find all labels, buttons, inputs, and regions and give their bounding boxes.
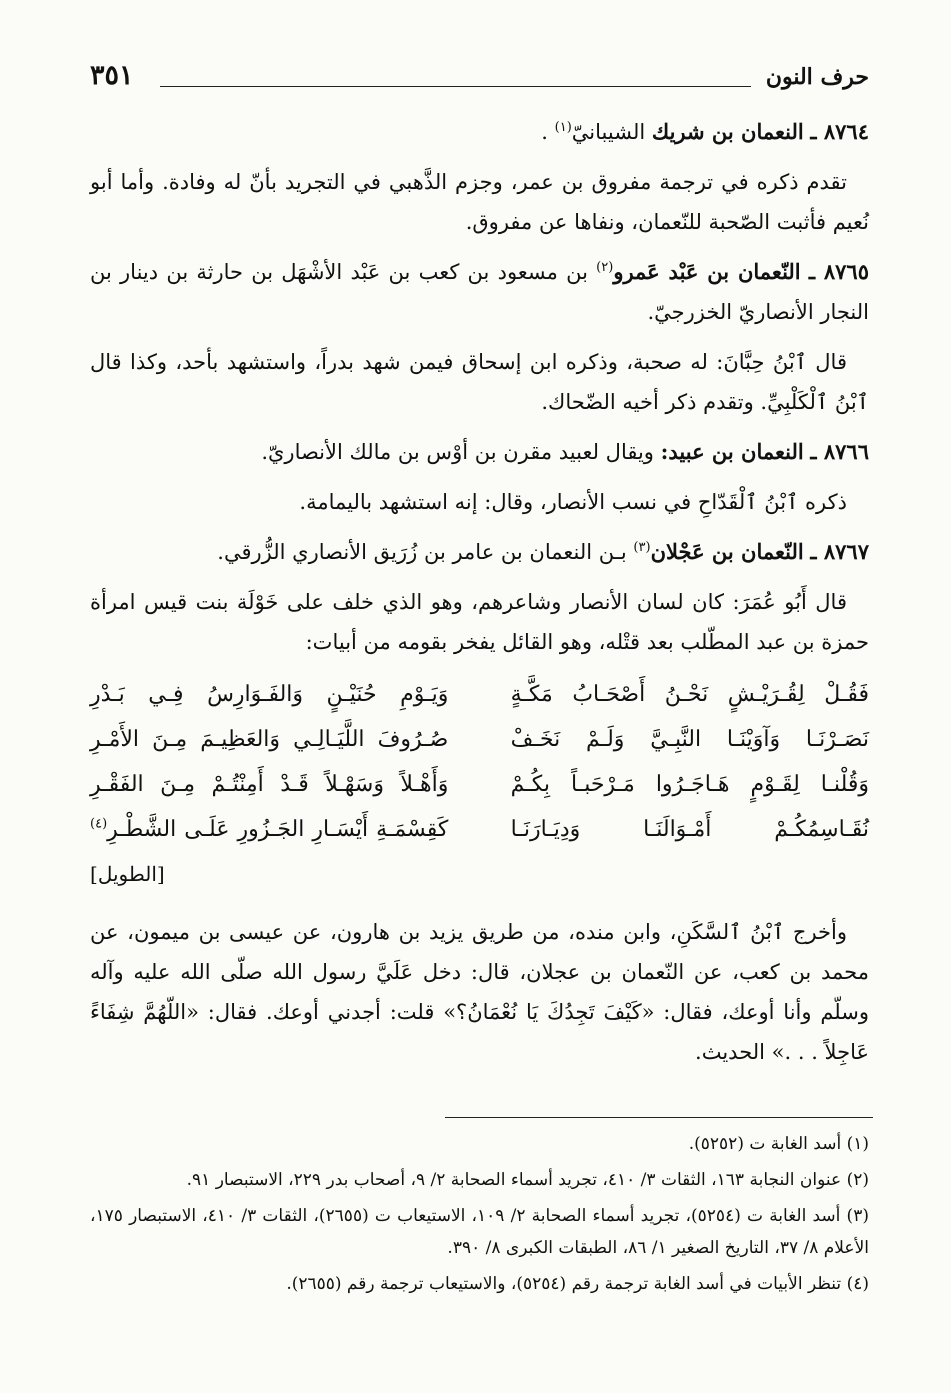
entry-8765 xyxy=(90,252,869,332)
poem-meter: [الطويل] xyxy=(90,862,165,886)
entry-name: النعمان بن عبيد: xyxy=(660,439,804,464)
section-title: حرف النون xyxy=(765,64,869,90)
entry-name: النّعمان بن عَبْد عَمرو xyxy=(613,259,801,284)
main-text xyxy=(90,112,869,1082)
paragraph: ذكره ٱبْنُ ٱلْقَدّاحِ في نسب الأنصار، وقال: إنه استشهد باليمامة. xyxy=(299,490,847,514)
entry-lineage: بن مسعود بن كعب بن عَبْد الأشْهَل بن حارثة بن دينار بن النجار الأنصاريّ الخزرجيّ. xyxy=(90,260,869,324)
verse-second-hemistich: وَأَهْـلاً وَسَهْـلاً قَـدْ أَمِنْتُـمْ مِـنَ الفَقْـرِ xyxy=(90,772,449,797)
entry-number: ٨٧٦٦ ـ xyxy=(810,439,869,464)
verse-first-hemistich: فَقُـلْ لِقُـرَيْـشٍ نَحْـنُ أَصْحَـابُ مَكَّـةٍ xyxy=(510,682,869,707)
paragraph: وأخرج ٱبْنُ ٱلسَّكَنِ، وابن منده، من طريق يزيد بن هارون، عن عيسى بن ميمون، عن محمد بن كعب، عن النّعمان بن عجلان، قال: دخل عَلَيَّ رسول الله صلّى الله عليه وآله وسلّم وأنا أوعك، فقال: «كَيْفَ تَجِدُكَ يَا نُعْمَانُ؟» قلت: أجدني أوعك. فقال: «اللّهُمَّ شِفَاءً عَاجِلاً . . .» الحديث. xyxy=(90,920,869,1064)
verse-first-hemistich: نَصَـرْنَـا وَآوَيْنَـا النَّبِـيَّ وَلَـمْ نَخَـفْ xyxy=(510,727,869,752)
verse-second-hemistich: صُـرُوفَ اللَّيَـالِـي وَالعَظِيـمَ مِـنَ الأَمْـرِ xyxy=(90,727,449,752)
verse-second-hemistich: وَيَـوْمِ حُنَيْـنٍ وَالفَـوَارِسُ فِـي بَـدْرِ xyxy=(90,682,449,707)
poem-verse xyxy=(90,717,869,762)
entry-lineage: ويقال لعبيد مقرن بن أوْس بن مالك الأنصاريّ. xyxy=(261,440,661,464)
footnote: (٤) تنظر الأبيات في أسد الغابة ترجمة رقم (٥٢٥٤)، والاستيعاب ترجمة رقم (٢٦٥٥). xyxy=(286,1274,869,1294)
verse-first-hemistich: وَقُلْنـا لِقَـوْمٍ هَـاجَـرُوا مَـرْحَبـاً بِكُـمْ xyxy=(510,772,869,797)
entry-number: ٨٧٦٤ ـ xyxy=(810,119,869,144)
footnote: (٣) أسد الغابة ت (٥٢٥٤)، تجريد أسماء الصحابة ٢/ ١٠٩، الاستيعاب ت (٢٦٥٥)، الثقات ٣/ ٤١٠، الاستبصار ١٧٥، الأعلام ٨/ ٣٧، التاريخ الصغير ١/ ٨٦، الطبقات الكبرى ٨/ ٣٩٠. xyxy=(90,1206,869,1258)
entry-lineage: بـن النعمان بن عامر بن زُرَيق الأنصاري الزُّرقي. xyxy=(217,540,634,564)
verse-second-hemistich xyxy=(90,807,448,852)
entry-name: النّعمان بن عَجْلان xyxy=(650,539,804,564)
footnotes xyxy=(90,1128,869,1304)
footnote-ref[interactable]: (٢) xyxy=(596,260,614,275)
page-number: ٣٥١ xyxy=(90,60,134,91)
header-rule xyxy=(160,86,751,87)
entry-nisba: الشيبانيّ xyxy=(571,120,646,144)
verse-first-hemistich: نُقَـاسِمُكُـمْ أَمْـوَالَنَـا وَدِيَـارَنَـا xyxy=(510,817,869,842)
footnote-ref[interactable]: (٤) xyxy=(90,816,108,832)
running-header xyxy=(90,60,869,104)
entry-end: . xyxy=(541,120,548,144)
entry-name: النعمان بن شريك xyxy=(651,119,804,144)
hemistich-text: كَقِسْمَـةِ أَيْسَـارِ الجَـزُورِ عَلَـى الشَّطْـرِ xyxy=(107,817,449,842)
footnote-rule xyxy=(445,1117,873,1118)
poem xyxy=(90,672,869,912)
entry-number: ٨٧٦٧ ـ xyxy=(810,539,869,564)
entry-number: ٨٧٦٥ ـ xyxy=(808,259,869,284)
footnote-ref[interactable]: (٣) xyxy=(633,540,651,555)
poem-verse xyxy=(90,762,869,807)
footnote: (٢) عنوان النجابة ١٦٣، الثقات ٣/ ٤١٠، تجريد أسماء الصحابة ٢/ ٩، أصحاب بدر ٢٢٩، الاستبصار ٩١. xyxy=(186,1170,869,1190)
paragraph: قال أَبُو عُمَرَ: كان لسان الأنصار وشاعرهم، وهو الذي خلف على خَوْلَة بنت قيس امرأة حمزة بن عبد المطّلب بعد قتْله، وهو القائل يفخر بقومه من أبيات: xyxy=(90,590,869,654)
poem-verse xyxy=(90,807,869,852)
footnote: (١) أسد الغابة ت (٥٢٥٢). xyxy=(688,1134,869,1154)
entry-8764 xyxy=(90,112,869,152)
poem-verse xyxy=(90,672,869,717)
entry-8767 xyxy=(90,532,869,572)
footnote-ref[interactable]: (١) xyxy=(554,120,572,135)
entry-8766 xyxy=(90,432,869,472)
paragraph: قال ٱبْنُ حِبَّانَ: له صحبة، وذكره ابن إسحاق فيمن شهد بدراً، واستشهد بأحد، وكذا قال ٱبْنُ ٱلْكَلْبِيِّ. وتقدم ذكر أخيه الضّحاك. xyxy=(90,350,869,414)
paragraph: تقدم ذكره في ترجمة مفروق بن عمر، وجزم الذَّهبي في التجريد بأنّ له وفادة. وأما أبو نُعيم فأثبت الصّحبة للنّعمان، ونفاها عن مفروق. xyxy=(90,170,869,234)
